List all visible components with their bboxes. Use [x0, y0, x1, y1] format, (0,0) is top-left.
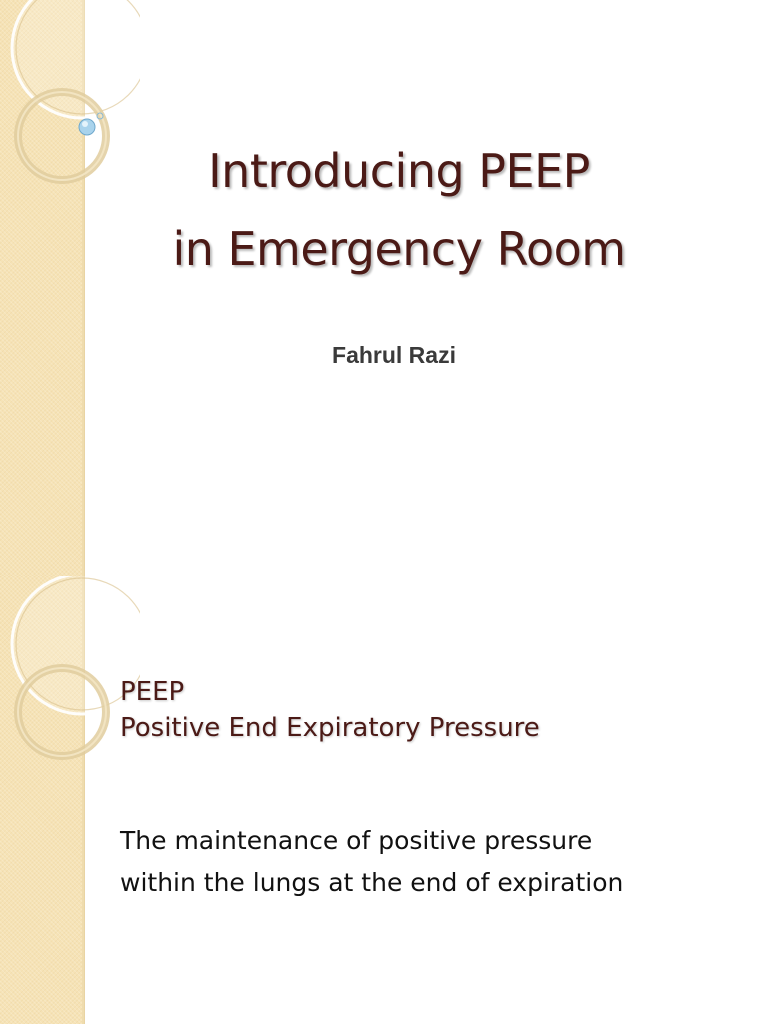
slide-heading-line: PEEP	[120, 677, 185, 707]
slide-heading-line: Positive End Expiratory Pressure	[120, 713, 540, 743]
slide-title-line: in Emergency Room	[172, 222, 626, 276]
definition-text	[120, 820, 623, 904]
content-slide	[0, 576, 768, 1024]
slide-title-line: Introducing PEEP	[208, 144, 590, 198]
definition-line: within the lungs at the end of expiration	[120, 868, 624, 897]
slide-title	[84, 132, 714, 288]
slide-heading	[120, 674, 540, 746]
definition-line: The maintenance of positive pressure	[120, 826, 593, 855]
author-name: Fahrul Razi	[332, 342, 456, 368]
ring-decoration-icon	[0, 576, 140, 776]
